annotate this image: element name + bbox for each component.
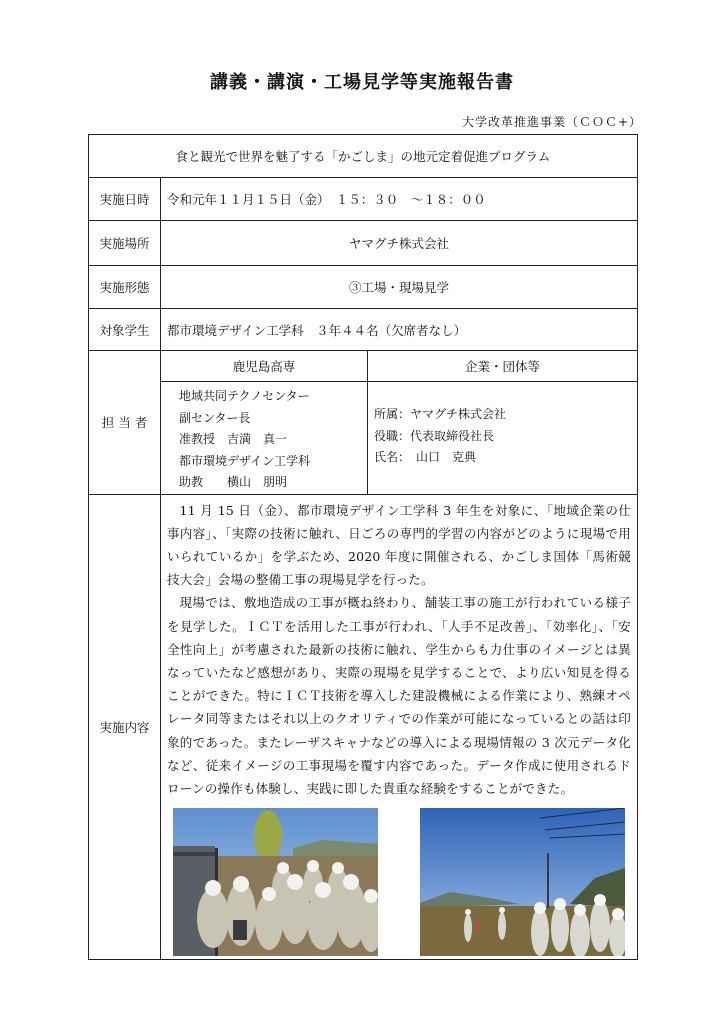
place-label: 実施場所 — [89, 221, 161, 266]
photo-row — [167, 808, 631, 956]
project-name: 大学改革推進事業（ＣＯＣ+） — [461, 115, 642, 129]
place-value: ヤマグチ株式会社 — [161, 221, 638, 266]
date-label: 実施日時 — [89, 178, 161, 221]
school-staff-line: 地域共同テクノセンター — [179, 389, 310, 403]
date-value: 令和元年１１月１５日（金） １５：３０ ～１８：００ — [161, 178, 638, 221]
site-photo-right-image — [420, 808, 625, 956]
content-paragraph: 11 月 15 日（金）、都市環境デザイン工学科 3 年生を対象に、「地域企業の仕事内容」、「実際の技術に触れ、日ごろの専門的学習の内容がどのように現場で用いられているか」を学ぶため、2020 年度に開催される、かごしま国体「馬術競技大会」会場の整備工事の現場見学を行った。 — [167, 502, 631, 588]
content-row — [89, 494, 638, 960]
company-staff-line: 所属：ヤマグチ株式会社 — [374, 407, 507, 421]
form-row — [89, 266, 638, 309]
school-staff-line: 都市環境デザイン工学科 — [179, 453, 311, 468]
school-staff-line: 助教 横山 朋明 — [179, 475, 288, 489]
staff-detail-row — [89, 382, 638, 495]
students-value: 都市環境デザイン工学科 ３年４４名（欠席者なし） — [161, 309, 638, 351]
site-photo-right — [420, 808, 625, 956]
site-photo-left-image — [173, 808, 378, 956]
form-value: ③工場・現場見学 — [161, 266, 638, 309]
place-row — [89, 221, 638, 266]
form-label: 実施形態 — [89, 266, 161, 309]
site-photo-left — [173, 808, 378, 956]
school-staff — [161, 382, 368, 495]
program-row — [89, 135, 638, 178]
staff-label: 担 当 者 — [89, 351, 161, 495]
content-cell — [161, 494, 638, 960]
report-table — [88, 134, 638, 960]
school-staff-line: 准教授 吉満 真一 — [179, 432, 288, 446]
company-staff — [368, 382, 638, 495]
students-row — [89, 309, 638, 351]
company-staff-line: 氏名： 山口 克典 — [374, 450, 477, 464]
content-paragraph: 現場では、敷地造成の工事が概ね終わり、舗装工事の施工が行われている様子を見学した。ＩＣＴを活用した工事が行われ、「人手不足改善」、「効率化」、「安全性向上」が考慮された最新の技術に触れ、学生からも力仕事のイメージとは異なっていたなど感想があり、実際の現場を見学することで、より広い知見を得ることができた。特にＩＣＴ技術を導入した建設機械による作業により、熟練オペレータ同等またはそれ以上のクオリティでの作業が可能になっているとの話は印象的であった。またレーザスキャナなどの導入による現場情報の 3 次元データ化など、従来イメージの工事現場を覆す内容であった。データ作成に使用されるドローンの操作も体験し、実践に即した貴重な経験をすることができた。 — [167, 595, 631, 796]
program-name: 食と観光で世界を魅了する「かごしま」の地元定着促進プログラム — [89, 135, 638, 178]
date-row — [89, 178, 638, 221]
company-header: 企業・団体等 — [368, 351, 638, 382]
students-label: 対象学生 — [89, 309, 161, 351]
school-header: 鹿児島高専 — [161, 351, 368, 382]
report-title: 講義・講演・工場見学等実施報告書 — [210, 72, 514, 93]
school-staff-line: 副センター長 — [179, 410, 251, 425]
company-staff-line: 役職：代表取締役社長 — [374, 428, 495, 443]
content-label: 実施内容 — [89, 494, 161, 960]
staff-header-row — [89, 351, 638, 382]
